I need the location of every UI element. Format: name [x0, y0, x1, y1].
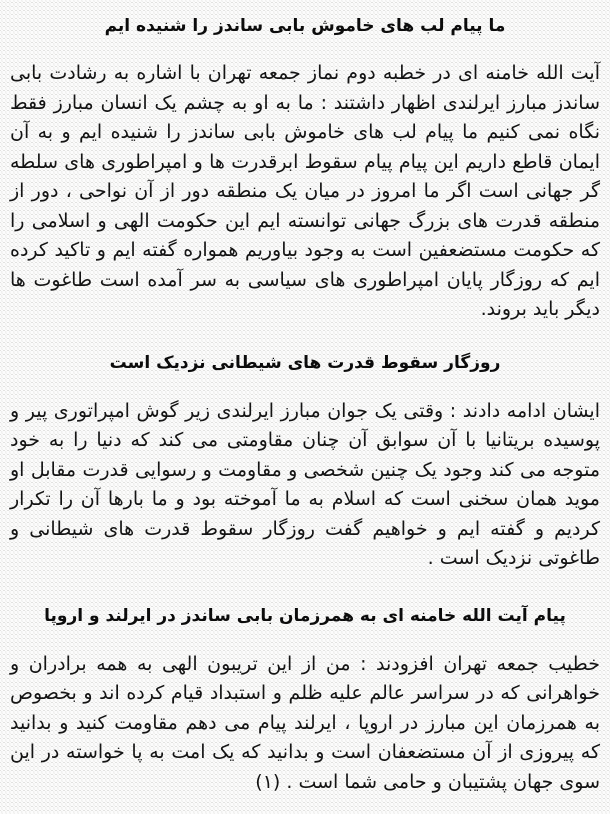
section-heading-1: ما پیام لب های خاموش بابی ساندز را شنیده ایم	[104, 16, 506, 36]
section-paragraph-3: خطیب جمعه تهران افزودند : من از این تریبون الهی به همه برادران و خواهرانی که در سراسر عالم علیه ظلم و استبداد قیام کرده اند و بخصوص به همرزمان این مبارز در اروپا ، ایرلند پیام می دهم مقاومت کنید و بدانید که پیروزی از آن مستضعفان است و بدانید که یک امت به پا خواسته در این سوی جهان پشتیبان و حامی شما است . (۱)	[10, 652, 600, 793]
section-heading-2: روزگار سقوط قدرت های شیطانی نزدیک است	[109, 352, 501, 373]
article-page	[0, 14, 610, 814]
section-paragraph-2: ایشان ادامه دادند : وقتی یک جوان مبارز ایرلندی زیر گوش امپراتوری پیر و پوسیده بریتانیا با آن سوابق آن چنان مقاومتی می کند که دنیا را به خود متوجه می کند وجود یک چنین شخصی و مقاومت و رسوایی قدرت مقابل او موید همان سخنی است که اسلام به ما آموخته بود و ما بارها آن را تکرار کردیم و گفته ایم و خواهیم گفت روزگار سقوط قدرت های شیطانی و طاغوتی نزدیک است .	[10, 399, 600, 569]
section-heading-3: پیام آیت الله خامنه ای به همرزمان بابی ساندز در ایرلند و اروپا	[44, 605, 566, 626]
section-paragraph-1: آیت الله خامنه ای در خطبه دوم نماز جمعه تهران با اشاره به رشادت بابی ساندز مبارز ایرلندی اظهار داشتند : ما به او به چشم یک انسان مبارز فقط نگاه نمی کنیم ما پیام لب های خاموش بابی ساندز را شنیده ایم و به آن ایمان قاطع داریم این پیام پیام سقوط ابرقدرت ها و امپراطوری های سلطه گر جهانی است اگر ما امروز در میان یک منطقه دور از آن نواحی ، دور از منطقه قدرت های بزرگ جهانی توانسته ایم این حکومت الهی و اسلامی را که حکومت مستضعفین است به وجود بیاوریم همواره گفته ایم و تاکید کرده ایم که روزگار پایان امپراطوری های سیاسی به سر آمده است طاغوت ها دیگر باید بروند.	[10, 62, 600, 320]
